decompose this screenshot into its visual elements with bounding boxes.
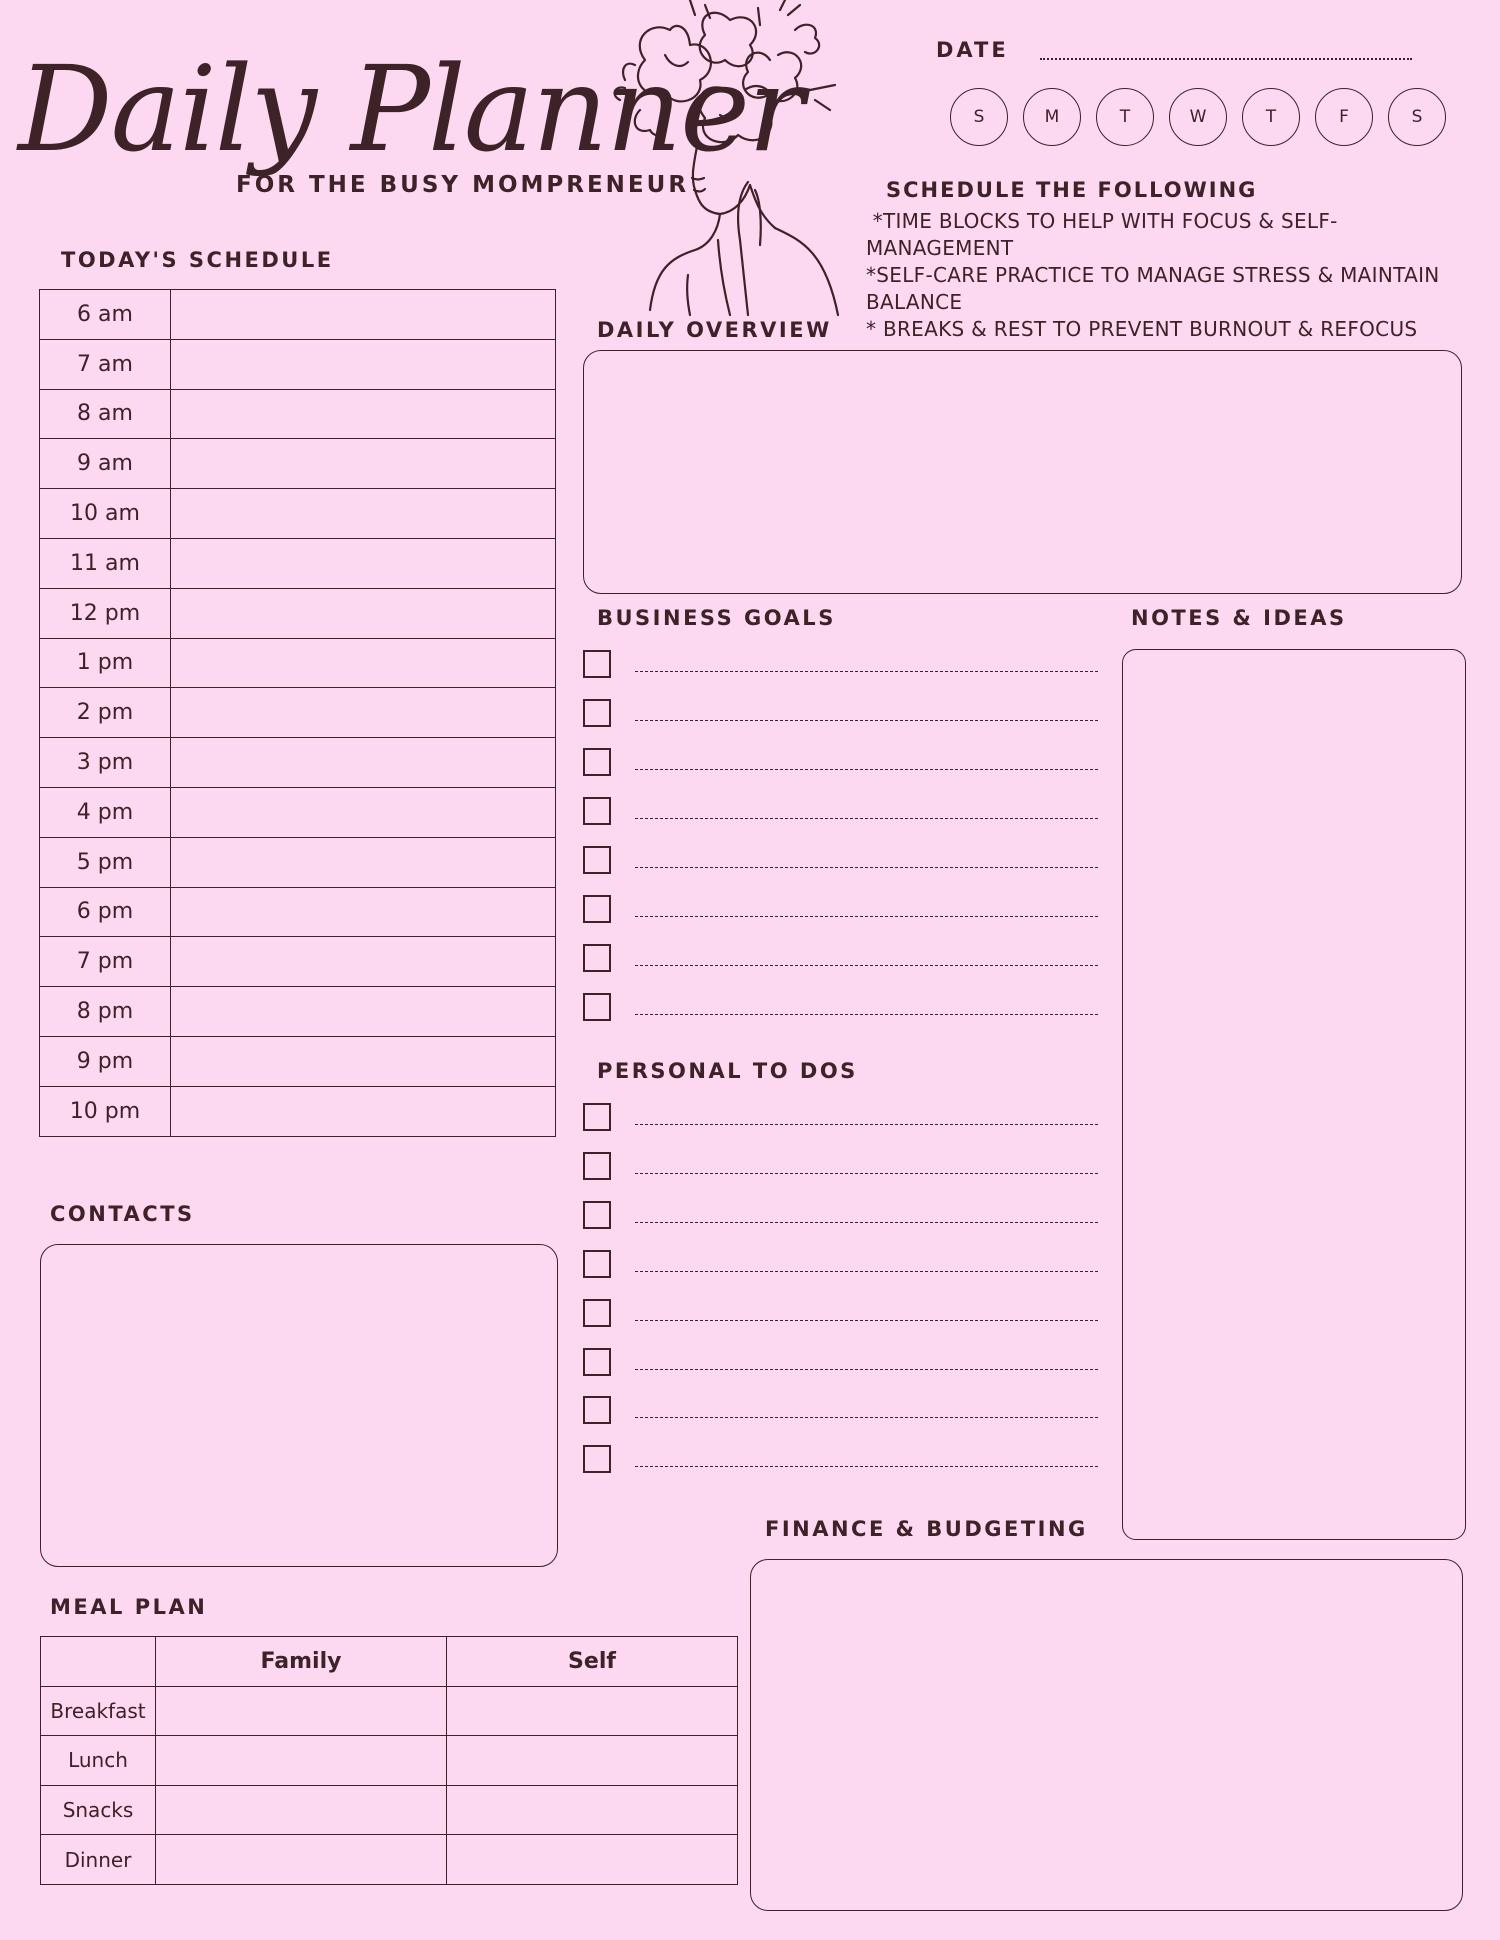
time-label: 10 am — [40, 489, 171, 539]
checkbox[interactable] — [583, 1152, 611, 1180]
schedule-following-line: BALANCE — [866, 290, 963, 314]
checkbox[interactable] — [583, 1250, 611, 1278]
contacts-heading: CONTACTS — [50, 1202, 195, 1226]
time-slot[interactable] — [171, 937, 556, 987]
business-goal-item — [583, 993, 1098, 1021]
goal-line[interactable] — [635, 965, 1098, 966]
daily-overview-heading: DAILY OVERVIEW — [597, 318, 832, 342]
todo-line[interactable] — [635, 1466, 1098, 1467]
todo-line[interactable] — [635, 1369, 1098, 1370]
meal-plan-heading: MEAL PLAN — [50, 1595, 208, 1619]
planner-subtitle: FOR THE BUSY MOMPRENEUR — [236, 172, 690, 198]
schedule-following-heading: SCHEDULE THE FOLLOWING — [886, 178, 1258, 202]
time-label: 12 pm — [40, 588, 171, 638]
time-label: 6 pm — [40, 887, 171, 937]
goal-line[interactable] — [635, 769, 1098, 770]
checkbox[interactable] — [583, 797, 611, 825]
time-slot[interactable] — [171, 738, 556, 788]
checkbox[interactable] — [583, 944, 611, 972]
goal-line[interactable] — [635, 867, 1098, 868]
checkbox[interactable] — [583, 895, 611, 923]
goal-line[interactable] — [635, 818, 1098, 819]
notes-ideas-box[interactable] — [1122, 649, 1466, 1540]
date-field[interactable] — [1040, 58, 1412, 60]
time-slot[interactable] — [171, 339, 556, 389]
schedule-following-line: * BREAKS & REST TO PREVENT BURNOUT & REFOCUS — [866, 317, 1418, 341]
time-label: 9 pm — [40, 1036, 171, 1086]
meal-cell[interactable] — [156, 1785, 447, 1835]
time-label: 9 am — [40, 439, 171, 489]
todays-schedule-heading: TODAY'S SCHEDULE — [61, 248, 334, 272]
time-slot[interactable] — [171, 489, 556, 539]
meal-column-self: Self — [447, 1637, 738, 1687]
checkbox[interactable] — [583, 650, 611, 678]
time-label: 8 am — [40, 389, 171, 439]
meal-cell[interactable] — [447, 1785, 738, 1835]
checkbox[interactable] — [583, 1348, 611, 1376]
schedule-row — [40, 887, 556, 937]
checkbox[interactable] — [583, 748, 611, 776]
meal-column-family: Family — [156, 1637, 447, 1687]
time-label: 6 am — [40, 290, 171, 340]
day-circle-mon[interactable]: M — [1023, 88, 1081, 146]
time-slot[interactable] — [171, 290, 556, 340]
schedule-row — [40, 339, 556, 389]
todo-item — [583, 1250, 1098, 1278]
meal-row-label: Lunch — [41, 1736, 156, 1786]
meal-row — [41, 1785, 738, 1835]
meal-cell[interactable] — [447, 1736, 738, 1786]
day-circle-tue[interactable]: T — [1096, 88, 1154, 146]
todo-line[interactable] — [635, 1173, 1098, 1174]
meal-row-label: Dinner — [41, 1835, 156, 1885]
schedule-row — [40, 588, 556, 638]
schedule-row — [40, 1086, 556, 1136]
meal-cell[interactable] — [156, 1835, 447, 1885]
notes-ideas-heading: NOTES & IDEAS — [1131, 606, 1347, 630]
checkbox[interactable] — [583, 993, 611, 1021]
checkbox[interactable] — [583, 1445, 611, 1473]
checkbox[interactable] — [583, 1103, 611, 1131]
schedule-row — [40, 638, 556, 688]
schedule-row — [40, 987, 556, 1037]
todo-item — [583, 1445, 1098, 1473]
todo-item — [583, 1103, 1098, 1131]
date-label: DATE — [936, 38, 1009, 62]
meal-cell[interactable] — [156, 1686, 447, 1736]
meal-cell[interactable] — [447, 1686, 738, 1736]
todo-line[interactable] — [635, 1320, 1098, 1321]
business-goal-item — [583, 748, 1098, 776]
time-slot[interactable] — [171, 837, 556, 887]
meal-cell[interactable] — [156, 1736, 447, 1786]
finance-box[interactable] — [750, 1559, 1463, 1911]
time-label: 11 am — [40, 538, 171, 588]
time-slot[interactable] — [171, 538, 556, 588]
meal-row-label: Snacks — [41, 1785, 156, 1835]
time-label: 10 pm — [40, 1086, 171, 1136]
time-label: 3 pm — [40, 738, 171, 788]
meal-row — [41, 1835, 738, 1885]
meal-row-label: Breakfast — [41, 1686, 156, 1736]
business-goal-item — [583, 846, 1098, 874]
schedule-row — [40, 538, 556, 588]
schedule-following-line: *SELF-CARE PRACTICE TO MANAGE STRESS & MAINTAIN — [866, 263, 1440, 287]
checkbox[interactable] — [583, 1396, 611, 1424]
meal-row — [41, 1736, 738, 1786]
goal-line[interactable] — [635, 1014, 1098, 1015]
meal-corner-cell — [41, 1637, 156, 1687]
todays-schedule-table — [39, 289, 556, 1137]
todo-line[interactable] — [635, 1271, 1098, 1272]
time-slot[interactable] — [171, 887, 556, 937]
time-label: 8 pm — [40, 987, 171, 1037]
time-slot[interactable] — [171, 787, 556, 837]
meal-cell[interactable] — [447, 1835, 738, 1885]
todo-line[interactable] — [635, 1222, 1098, 1223]
todo-line[interactable] — [635, 1124, 1098, 1125]
schedule-row — [40, 489, 556, 539]
schedule-following-line: MANAGEMENT — [866, 236, 1014, 260]
schedule-row — [40, 787, 556, 837]
checkbox[interactable] — [583, 699, 611, 727]
time-slot[interactable] — [171, 439, 556, 489]
goal-line[interactable] — [635, 671, 1098, 672]
todo-line[interactable] — [635, 1417, 1098, 1418]
daily-overview-box[interactable] — [583, 350, 1462, 594]
time-label: 7 am — [40, 339, 171, 389]
schedule-following-line: *TIME BLOCKS TO HELP WITH FOCUS & SELF- — [866, 209, 1338, 233]
meal-plan-table — [40, 1636, 738, 1885]
todo-item — [583, 1348, 1098, 1376]
todo-item — [583, 1152, 1098, 1180]
time-slot[interactable] — [171, 987, 556, 1037]
goal-line[interactable] — [635, 916, 1098, 917]
time-slot[interactable] — [171, 389, 556, 439]
business-goal-item — [583, 944, 1098, 972]
meal-row — [41, 1686, 738, 1736]
business-goal-item — [583, 650, 1098, 678]
todo-item — [583, 1201, 1098, 1229]
business-goals-heading: BUSINESS GOALS — [597, 606, 836, 630]
time-label: 1 pm — [40, 638, 171, 688]
time-label: 2 pm — [40, 688, 171, 738]
business-goal-item — [583, 699, 1098, 727]
business-goal-item — [583, 797, 1098, 825]
meal-header-row — [41, 1637, 738, 1687]
todo-item — [583, 1299, 1098, 1327]
personal-todos-heading: PERSONAL TO DOS — [597, 1059, 858, 1083]
time-label: 4 pm — [40, 787, 171, 837]
woman-flowers-illustration — [610, 0, 860, 318]
checkbox[interactable] — [583, 1201, 611, 1229]
contacts-box[interactable] — [40, 1244, 558, 1567]
day-circle-thu[interactable]: T — [1242, 88, 1300, 146]
time-label: 5 pm — [40, 837, 171, 887]
schedule-row — [40, 439, 556, 489]
time-slot[interactable] — [171, 1086, 556, 1136]
schedule-row — [40, 389, 556, 439]
checkbox[interactable] — [583, 846, 611, 874]
schedule-row — [40, 738, 556, 788]
day-circle-sat[interactable]: S — [1388, 88, 1446, 146]
time-slot[interactable] — [171, 588, 556, 638]
schedule-following-list — [866, 208, 1466, 343]
business-goal-item — [583, 895, 1098, 923]
time-slot[interactable] — [171, 688, 556, 738]
schedule-row — [40, 1036, 556, 1086]
day-circle-fri[interactable]: F — [1315, 88, 1373, 146]
planner-title: Daily Planner — [18, 40, 803, 178]
schedule-row — [40, 837, 556, 887]
todo-item — [583, 1396, 1098, 1424]
checkbox[interactable] — [583, 1299, 611, 1327]
finance-heading: FINANCE & BUDGETING — [765, 1517, 1088, 1541]
schedule-row — [40, 688, 556, 738]
weekday-selector — [950, 88, 1446, 146]
goal-line[interactable] — [635, 720, 1098, 721]
time-label: 7 pm — [40, 937, 171, 987]
schedule-row — [40, 937, 556, 987]
time-slot[interactable] — [171, 1036, 556, 1086]
schedule-row — [40, 290, 556, 340]
time-slot[interactable] — [171, 638, 556, 688]
day-circle-wed[interactable]: W — [1169, 88, 1227, 146]
day-circle-sun[interactable]: S — [950, 88, 1008, 146]
